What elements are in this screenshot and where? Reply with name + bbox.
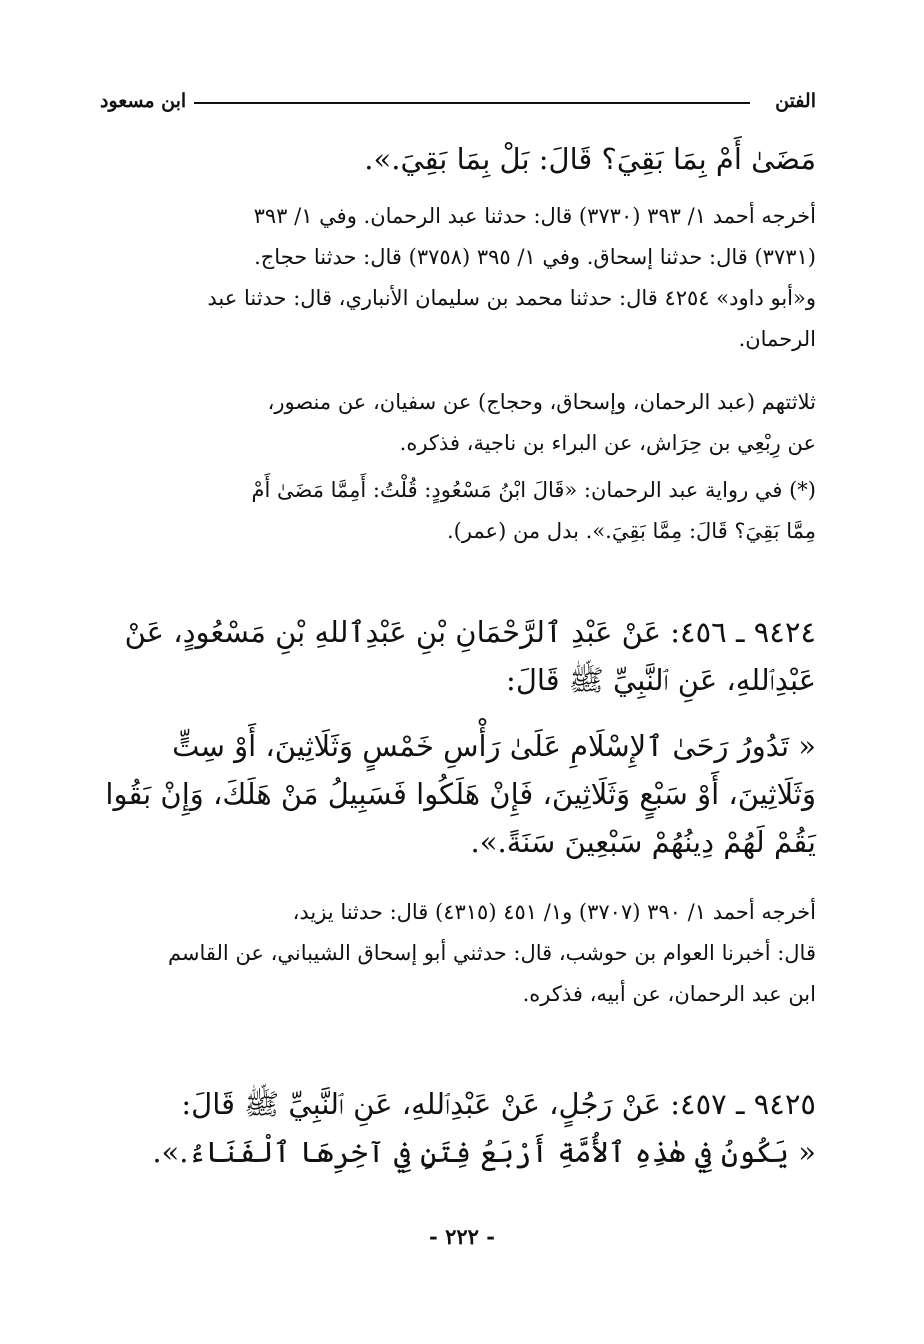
text-line: مَضَىٰ أَمْ بِمَا بَقِيَ؟ قَالَ: بَلْ بِمَا بَقِيَ.».: [364, 142, 816, 176]
hadith-9424-header: [104, 608, 816, 704]
text-line: عَبْدِٱللهِ، عَنِ ٱلنَّبِيِّ ﷺ قَالَ:: [506, 663, 816, 697]
text-line: مِمَّا بَقِيَ؟ قَالَ: مِمَّا بَقِيَ.». بدل من (عمر).: [446, 519, 816, 543]
text-line: « تَدُورُ رَحَىٰ ٱلإِسْلَامِ عَلَىٰ رَأْسِ خَمْسٍ وَثَلَاثِينَ، أَوْ سِتٍّ: [172, 729, 816, 763]
text-line: « يَكُونُ فِي هٰذِهِ ٱلأُمَّةِ أَرْبَعُ فِتَنٍ فِي آخِرِهَا ٱلْفَنَاءُ.».: [152, 1135, 816, 1169]
page-number: - ٢٢٢ -: [429, 1224, 495, 1249]
text-line: عن رِبْعِي بن حِرَاش، عن البراء بن ناجية، فذكره.: [399, 431, 816, 455]
header-rule: [194, 102, 750, 104]
text-line: قال: أخبرنا العوام بن حوشب، قال: حدثني أبو إسحاق الشيباني، عن القاسم: [167, 941, 816, 965]
variant-note: [104, 470, 816, 552]
text-line: ابن عبد الرحمان، عن أبيه، فذكره.: [522, 982, 816, 1006]
text-line: ثلاثتهم (عبد الرحمان، وإسحاق، وحجاج) عن سفيان، عن منصور،: [267, 390, 816, 414]
text-line: و«أبو داود» ٤٢٥٤ قال: حدثنا محمد بن سليمان الأنباري، قال: حدثنا عبد: [207, 286, 816, 310]
hadith-9424-text: [104, 722, 816, 866]
text-line: (*) في رواية عبد الرحمان: «قَالَ ابْنُ مَسْعُودٍ: قُلْتُ: أَمِمَّا مَضَىٰ أَمْ: [251, 478, 816, 502]
isnad-note: [104, 382, 816, 464]
text-line: يَقُمْ لَهُمْ دِينُهُمْ سَبْعِينَ سَنَةً.».: [470, 825, 816, 859]
book-title: الفتن: [775, 90, 816, 112]
text-line: ٩٤٢٥ ـ ٤٥٧: عَنْ رَجُلٍ، عَنْ عَبْدِٱللهِ، عَنِ ٱلنَّبِيِّ ﷺ قَالَ:: [181, 1087, 816, 1121]
text-line: وَثَلَاثِينَ، أَوْ سَبْعٍ وَثَلَاثِينَ، فَإِنْ هَلَكُوا فَسَبِيلُ مَنْ هَلَكَ، وَإِنْ بَقُوا: [105, 777, 816, 811]
text-line: (٣٧٣١) قال: حدثنا إسحاق. وفي ١/ ٣٩٥ (٣٧٥٨) قال: حدثنا حجاج.: [254, 245, 816, 269]
takhrij-note-9424: [104, 892, 816, 1015]
section-title: ابن مسعود: [100, 90, 187, 112]
text-line: الرحمان.: [738, 327, 816, 351]
text-line: ٩٤٢٤ ـ ٤٥٦: عَنْ عَبْدِ ٱلرَّحْمَانِ بْنِ عَبْدِٱللهِ بْنِ مَسْعُودٍ، عَنْ: [124, 615, 816, 649]
hadith-ending: [104, 136, 816, 182]
text-line: أخرجه أحمد ١/ ٣٩٣ (٣٧٣٠) قال: حدثنا عبد الرحمان. وفي ١/ ٣٩٣: [253, 204, 816, 228]
running-header: [100, 90, 816, 120]
hadith-9425: [104, 1080, 816, 1176]
text-line: أخرجه أحمد ١/ ٣٩٠ (٣٧٠٧) و١/ ٤٥١ (٤٣١٥) قال: حدثنا يزيد،: [292, 900, 816, 924]
takhrij-note: [104, 196, 816, 360]
